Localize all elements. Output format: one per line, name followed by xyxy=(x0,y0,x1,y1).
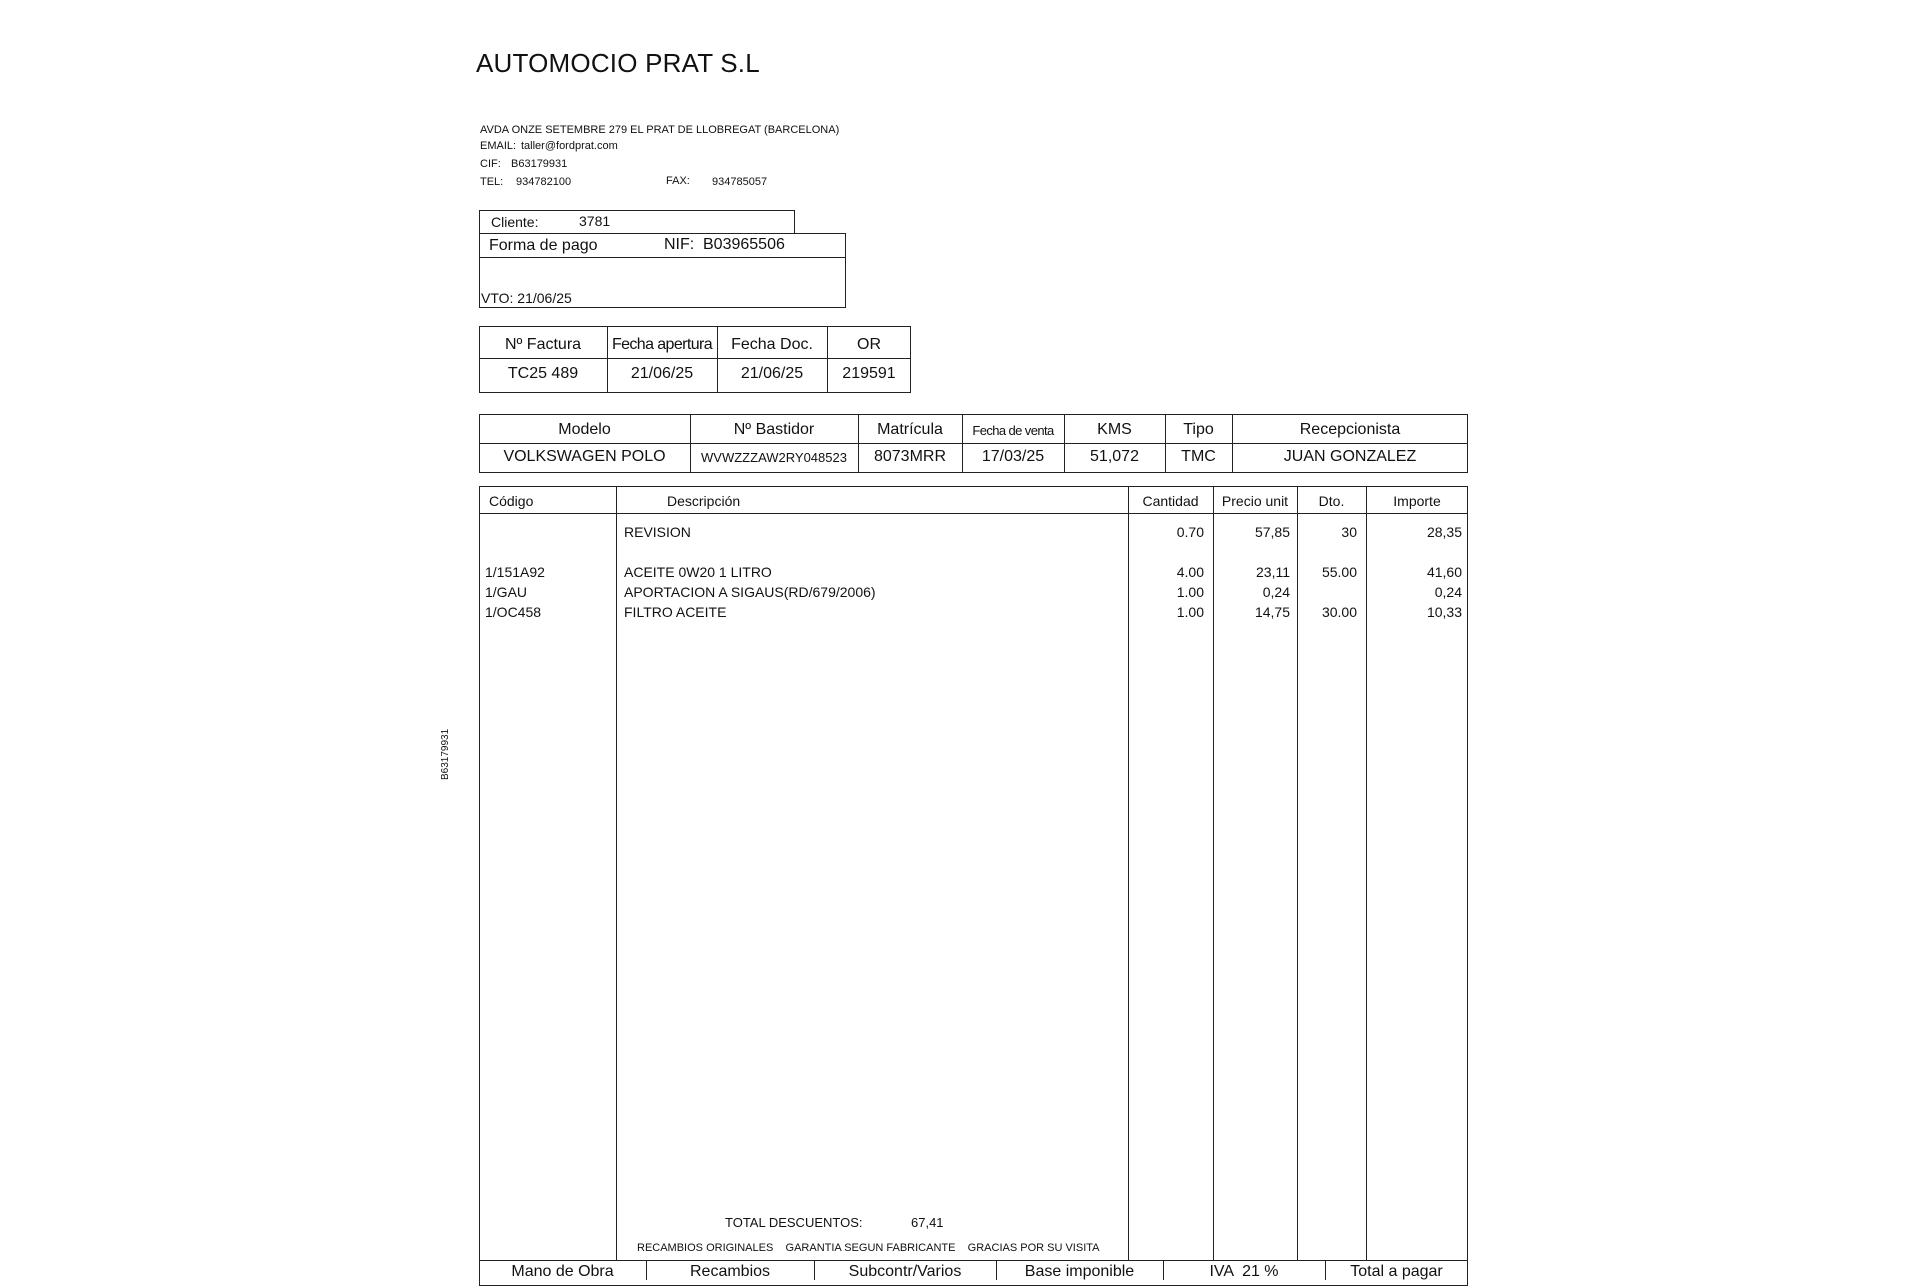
summary-recambios: Recambios xyxy=(689,1263,771,1280)
cliente-number: 3781 xyxy=(579,213,611,229)
summary-base-imponible: Base imponible xyxy=(1024,1263,1135,1280)
company-address: AVDA ONZE SETEMBRE 279 EL PRAT DE LLOBREGAT (BARCELONA) xyxy=(480,124,840,136)
line-precio: 57,85 xyxy=(1254,524,1290,540)
summary-top-border xyxy=(479,1260,1468,1261)
line-dto: 30.00 xyxy=(1321,604,1357,620)
fecha-apertura-value: 21/06/25 xyxy=(630,365,694,382)
line-importe: 10,33 xyxy=(1426,604,1462,620)
line-items-col-divider xyxy=(1366,486,1367,1260)
summary-subcontr: Subcontr/Varios xyxy=(848,1263,962,1280)
cliente-label: Cliente: xyxy=(491,214,539,230)
line-precio: 14,75 xyxy=(1254,604,1290,620)
header-recepcionista: Recepcionista xyxy=(1299,421,1401,438)
client-divider xyxy=(480,257,846,258)
header-kms: KMS xyxy=(1097,421,1132,438)
kms-value: 51,072 xyxy=(1090,448,1139,465)
nif-value: B03965506 xyxy=(703,236,785,253)
vto-date: VTO: 21/06/25 xyxy=(481,290,572,306)
line-dto: 30 xyxy=(1341,524,1357,540)
modelo-value: VOLKSWAGEN POLO xyxy=(503,448,666,465)
line-items-col-divider xyxy=(1297,486,1298,1260)
matricula-value: 8073MRR xyxy=(873,448,947,465)
company-fax: 934785057 xyxy=(712,176,768,188)
header-fecha-doc: Fecha Doc. xyxy=(731,336,813,353)
header-cantidad: Cantidad xyxy=(1142,493,1199,509)
total-descuentos-label: TOTAL DESCUENTOS: xyxy=(725,1215,863,1230)
summary-iva: IVA 21 % xyxy=(1209,1263,1279,1280)
line-codigo: 1/OC458 xyxy=(485,604,542,620)
nif-label: NIF: xyxy=(664,236,695,253)
header-modelo: Modelo xyxy=(558,421,611,438)
line-precio: 23,11 xyxy=(1256,564,1290,580)
line-codigo: 1/GAU xyxy=(485,584,528,600)
invoice-number: TC25 489 xyxy=(507,365,579,382)
or-value: 219591 xyxy=(842,365,896,382)
line-importe: 41,60 xyxy=(1426,564,1462,580)
company-email: taller@fordprat.com xyxy=(521,140,618,152)
header-dto: Dto. xyxy=(1318,493,1345,509)
line-items-col-divider xyxy=(1128,486,1129,1260)
header-bastidor: Nº Bastidor xyxy=(733,421,815,438)
fecha-venta-value: 17/03/25 xyxy=(981,448,1045,465)
header-codigo: Código xyxy=(489,493,534,509)
line-importe: 0,24 xyxy=(1434,584,1462,600)
line-cantidad: 0.70 xyxy=(1176,524,1204,540)
summary-total: Total a pagar xyxy=(1350,1263,1443,1280)
email-label: EMAIL: xyxy=(480,140,517,152)
line-descripcion: ACEITE 0W20 1 LITRO xyxy=(624,564,772,580)
line-codigo: 1/151A92 xyxy=(485,564,545,580)
summary-mano-obra: Mano de Obra xyxy=(511,1263,614,1280)
vehicle-table-row-divider xyxy=(479,443,1468,444)
line-importe: 28,35 xyxy=(1426,524,1462,540)
line-descripcion: REVISION xyxy=(624,524,691,540)
header-matricula: Matrícula xyxy=(877,421,943,438)
line-precio: 0,24 xyxy=(1262,584,1290,600)
recepcionista-value: JUAN GONZALEZ xyxy=(1283,448,1417,465)
header-or: OR xyxy=(857,336,881,353)
header-tipo: Tipo xyxy=(1183,421,1214,438)
company-tel: 934782100 xyxy=(516,176,572,188)
header-fecha-apertura: Fecha apertura xyxy=(611,336,713,353)
tel-label: TEL: xyxy=(480,176,504,188)
fecha-doc-value: 21/06/25 xyxy=(740,365,804,382)
header-importe: Importe xyxy=(1393,493,1441,509)
line-cantidad: 4.00 xyxy=(1176,564,1204,580)
header-descripcion: Descripción xyxy=(667,493,741,509)
line-descripcion: APORTACION A SIGAUS(RD/679/2006) xyxy=(624,584,876,600)
side-vertical-code: B63179931 xyxy=(440,728,451,780)
company-cif: B63179931 xyxy=(511,158,568,170)
bastidor-value: WVWZZZAW2RY048523 xyxy=(701,450,847,465)
forma-pago-label: Forma de pago xyxy=(489,237,598,254)
line-items-col-divider xyxy=(616,486,617,1260)
total-descuentos-value: 67,41 xyxy=(911,1215,944,1230)
line-descripcion: FILTRO ACEITE xyxy=(624,604,727,620)
header-numero-factura: Nº Factura xyxy=(504,336,582,353)
line-cantidad: 1.00 xyxy=(1176,604,1204,620)
line-items-col-divider xyxy=(1213,486,1214,1260)
line-dto: 55.00 xyxy=(1321,564,1357,580)
company-name: AUTOMOCIO PRAT S.L xyxy=(476,48,760,78)
line-items-header-divider xyxy=(479,513,1468,514)
footer-note: RECAMBIOS ORIGINALES GARANTIA SEGUN FABRICANTE GRACIAS POR SU VISITA xyxy=(637,1242,1100,1254)
invoice-table-row-divider xyxy=(479,358,911,359)
line-cantidad: 1.00 xyxy=(1176,584,1204,600)
fax-label: FAX: xyxy=(666,175,690,187)
tipo-value: TMC xyxy=(1181,448,1216,465)
header-fecha-venta: Fecha de venta xyxy=(972,423,1054,438)
cif-label: CIF: xyxy=(480,158,501,170)
header-precio-unit: Precio unit xyxy=(1221,493,1289,509)
